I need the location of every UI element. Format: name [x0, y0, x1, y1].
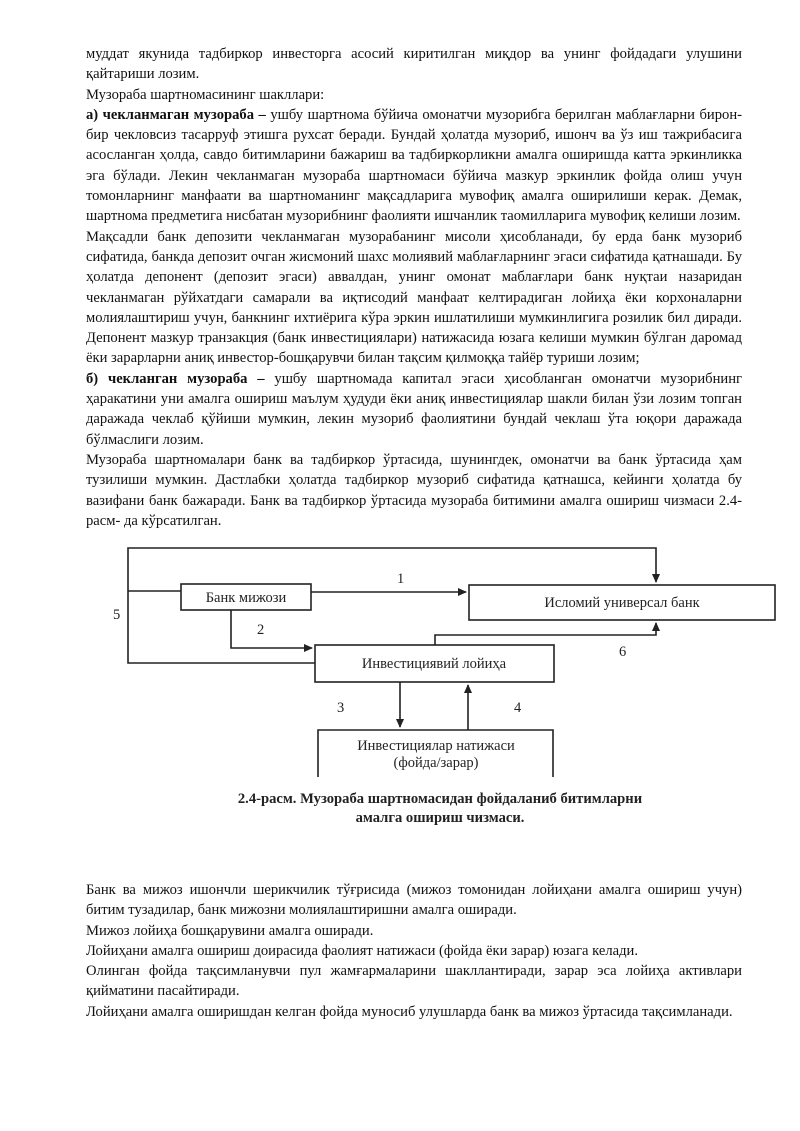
arrow-number-2: 2 — [257, 622, 265, 638]
paragraph-2: Музораба шартномасининг шакллари: — [86, 86, 325, 103]
arrow-number-4: 4 — [514, 700, 522, 716]
label-bank-client: Банк мижози — [205, 590, 287, 606]
arrow-5 — [128, 548, 656, 663]
arrow-number-5: 5 — [113, 607, 121, 623]
top-text — [86, 44, 742, 531]
arrow-6 — [435, 623, 656, 645]
bottom-paragraph-2: Мижоз лойиҳа бошқарувини амалга оширади. — [86, 922, 374, 939]
arrow-number-6: 6 — [619, 644, 627, 660]
arrow-number-3: 3 — [337, 700, 345, 716]
paragraph-limited-mudaraba: б) чекланган музораба – ушбу шартномада капитал эгаси ҳисобланган омонатчи музорибнинг ҳаракатини уни амалга ошириш маълум ҳудуди ёки аниқ инвестициялар шакли билан ўзи лозим топган даражада чеклаб қўйиши мумкин, лекин музориб фаолиятини бундай чеклаш ўта юқори даражада бўлмаслиги лозим. — [86, 370, 743, 448]
caption-line-2: амалга ошириш чизмаси. — [355, 810, 525, 826]
arrow-number-1: 1 — [397, 571, 405, 587]
label-islamic-bank: Исломий универсал банк — [544, 595, 700, 611]
paragraph-1: муддат якунида тадбиркор инвесторга асосий киритилган миқдор ва унинг фойдадаги улушини қайтариши лозим. — [86, 46, 742, 83]
box-results — [318, 730, 553, 777]
bottom-text — [86, 880, 742, 1022]
label-results-line2: (фойда/зарар) — [393, 755, 479, 771]
bottom-paragraph-5: Лойиҳани амалга оширишдан келган фойда муносиб улушларда банк ва мижоз ўртасида тақсимланади. — [86, 1003, 733, 1020]
figure-caption — [150, 790, 730, 828]
label-investment-project: Инвестициявий лойиҳа — [361, 656, 507, 672]
paragraph-contracts: Музораба шартномалари банк ва тадбиркор ўртасида, шунингдек, омонатчи ва банк ўртасида ҳам тузилиши мумкин. Дастлабки ҳолатда тадбиркор музориб сифатида қатнашса, кейинги ҳолатда бу вазифани банк бажаради. Банк ва тадбиркор ўртасида музораба битимини амалга ошириш чизмаси 2.4-расм- да кўрсатилган. — [86, 451, 742, 529]
paragraph-unlimited-mudaraba: а) чекланмаган музораба – ушбу шартнома бўйича омонатчи музорибга берилган маблағларни бирон-бир чекловсиз тасарруф этишга рухсат беради. Бундай ҳолатда музориб, ишонч ва ўз иш тажрибасига асосланган ҳолда, савдо битимларини бажариш ва тадбиркорликни амалга оширишда катта эркинликка эга бўлади. Лекин чекланмаган музораба шартномаси бўйича мазкур эркинлик фойда олиш учун томонларнинг манфаати ва шартноманинг мақсадларига мувофиқ амалга оширилиши керак. Демак, шартнома предметига нисбатан музорибнинг фаолияти ишчанлик таомилларига мувофиқ келиши лозим. — [86, 106, 742, 225]
bottom-paragraph-1: Банк ва мижоз ишончли шерикчилик тўғрисида (мижоз томонидан лойиҳани амалга ошириш учун) битим тузадилар, банк мижозни молиялаштиришни амалга оширади. — [86, 882, 742, 919]
paragraph-deposit-example: Мақсадли банк депозити чекланмаган музорабанинг мисоли ҳисобланади, бу ерда банк музориб сифатида, банкда депозит очган жисмоний шахс молиявий маблағларнинг эгаси сифатида қатнашади. Бу ҳолатда депонент (депозит эгаси) аввалдан, унинг омонат маблағлари банк нуқтаи назаридан чекланмаган рўйхатдаги самарали ва иқтисодий манфаат келтирадиган лойиҳа ёки корхоналарни молиялаштириш учун, банкнинг ихтиёрига кўра эркин ишлатилиши мумкинлигига розилик бил диради. Депонент мазкур транзакция (банк инвестициялари) натижасида юзага келиши мумкин бўлган даромад ёки зарарларни аниқ инвестор-бошқарувчи билан тақсим қилмоққа тайёр туриши лозим; — [86, 228, 742, 367]
bottom-paragraph-4: Олинган фойда тақсимланувчи пул жамғармаларини шакллантиради, зарар эса лойиҳа активлари қийматини пасайтиради. — [86, 963, 742, 1000]
caption-line-1: 2.4-расм. Музораба шартномасидан фойдаланиб битимларни — [237, 791, 643, 807]
arrow-2 — [231, 610, 312, 648]
box-bank-client — [181, 584, 311, 610]
bottom-paragraph-3: Лойиҳани амалга ошириш доирасида фаолият натижаси (фойда ёки зарар) юзага келади. — [86, 942, 638, 959]
box-investment-project — [315, 645, 554, 682]
box-islamic-bank — [469, 585, 775, 620]
label-results-line1: Инвестициялар натижаси — [357, 738, 515, 754]
